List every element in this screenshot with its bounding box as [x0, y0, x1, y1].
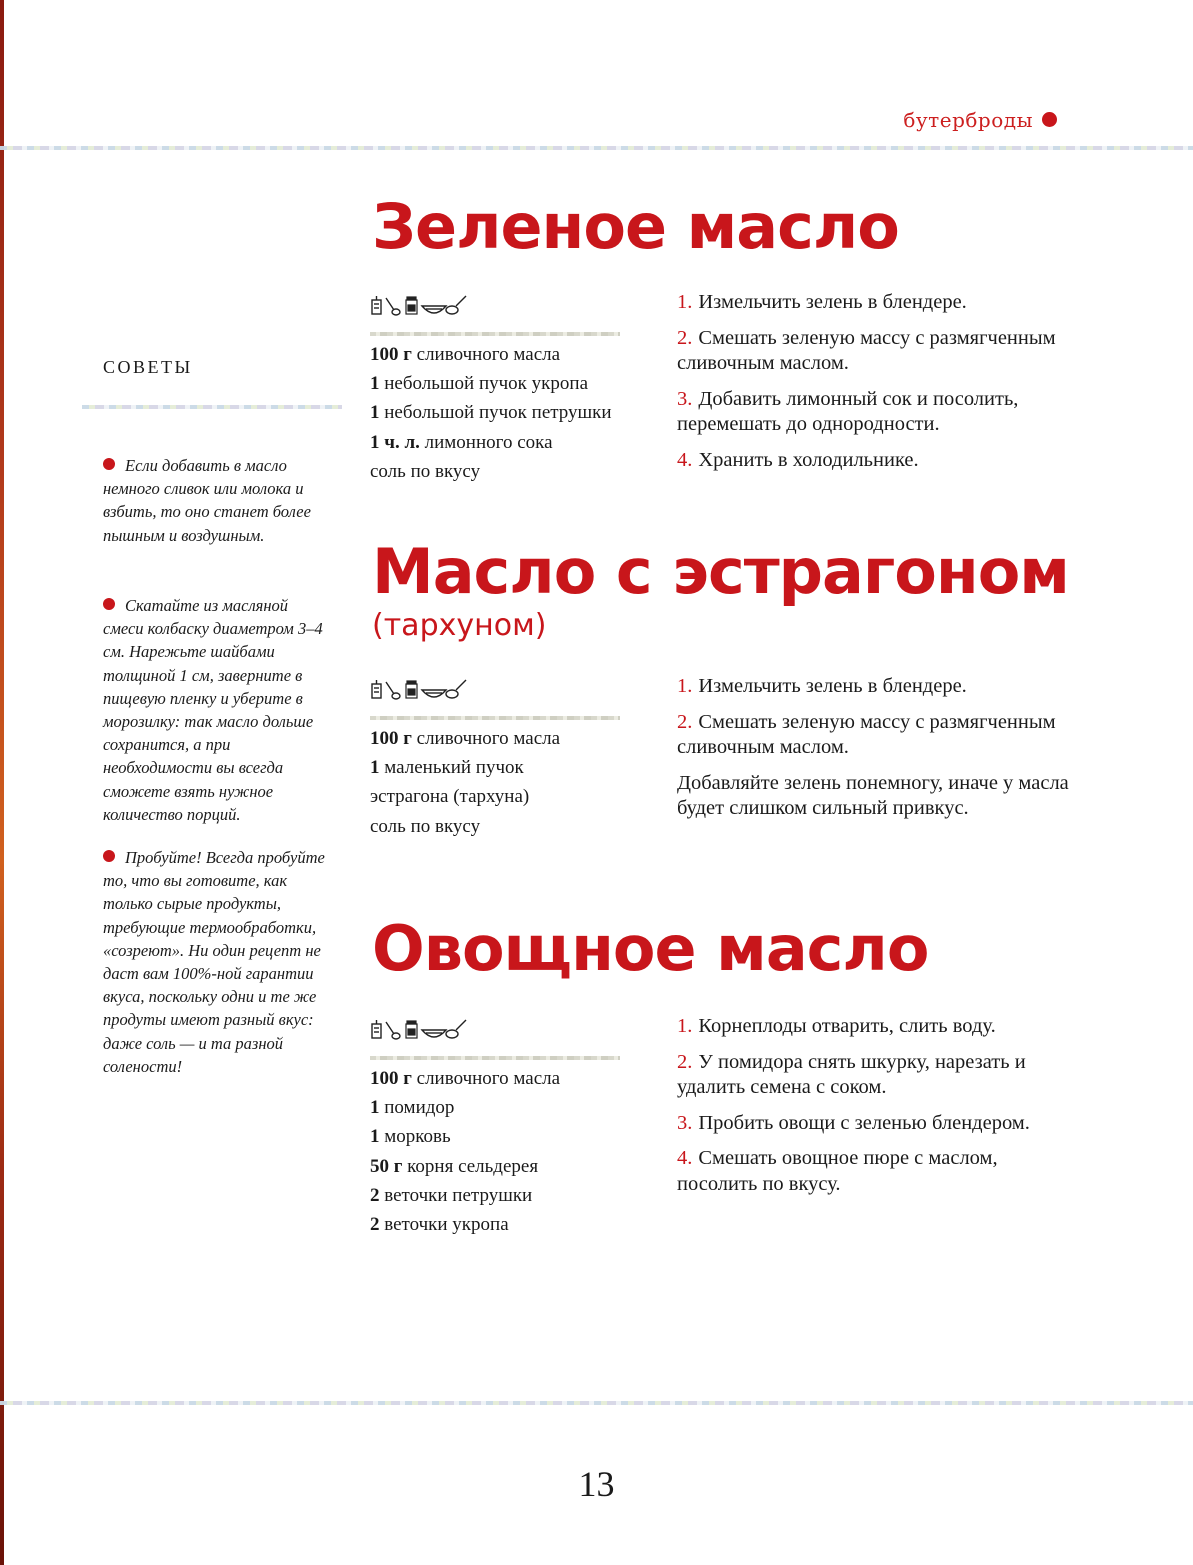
ingredients-divider	[370, 716, 620, 720]
recipe-title: Зеленое масло	[372, 190, 899, 263]
ingredient-item: эстрагона (тархуна)	[370, 786, 530, 808]
peeler-icon	[386, 298, 400, 315]
step-item: 4. Хранить в холодильнике.	[677, 448, 919, 471]
ingredients-divider	[370, 1056, 620, 1060]
ingredient-item: соль по вкусу	[370, 815, 481, 837]
step-item: 1. Измельчить зелень в блендере.	[677, 291, 967, 313]
tips-heading: СОВЕТЫ	[103, 357, 193, 377]
ingredient-list	[370, 340, 612, 486]
whisk-icon	[446, 296, 466, 314]
steps-list	[677, 1014, 1072, 1207]
utensil-icons	[370, 678, 490, 706]
ingredient-item: соль по вкусу	[370, 460, 481, 482]
whisk-icon	[446, 1020, 466, 1038]
tips-divider	[82, 405, 342, 409]
bottom-divider	[0, 1401, 1193, 1405]
bowl-icon	[422, 1030, 446, 1037]
ingredient-item: 1 небольшой пучок петрушки	[370, 402, 612, 424]
recipe-note: Добавляйте зелень понемногу, иначе у масла будет слишком сильный привкус.	[677, 771, 1069, 819]
ingredient-list	[370, 1064, 560, 1239]
peeler-icon	[386, 682, 400, 699]
grater-icon	[372, 296, 381, 314]
section-dot	[1042, 112, 1057, 127]
recipe-title: Масло с эстрагоном	[372, 535, 1069, 608]
utensil-icons	[370, 1018, 490, 1046]
page-edge-strip	[0, 0, 4, 1565]
step-item: 1. Корнеплоды отварить, слить воду.	[677, 1015, 996, 1037]
ingredient-item: 1 помидор	[370, 1097, 455, 1119]
step-item: 4. Смешать овощное пюре с маслом, посолить по вкусу.	[677, 1147, 998, 1195]
ingredient-list	[370, 724, 560, 841]
whisk-icon	[446, 680, 466, 698]
step-item: 2. Смешать зеленую массу с размягченным сливочным маслом.	[677, 326, 1056, 374]
jar-icon	[406, 297, 417, 314]
step-item: 3. Добавить лимонный сок и посолить, перемешать до однородности.	[677, 387, 1019, 435]
ingredient-item: 1 маленький пучок	[370, 757, 524, 779]
ingredient-item: 1 морковь	[370, 1126, 451, 1148]
bullet-icon	[103, 850, 115, 862]
top-divider	[0, 146, 1193, 150]
peeler-icon	[386, 1022, 400, 1039]
ingredient-item: 100 г сливочного масла	[370, 344, 561, 365]
ingredient-item: 1 ч. л. лимонного сока	[370, 431, 553, 453]
ingredients-divider	[370, 332, 620, 336]
utensil-icons	[370, 294, 490, 322]
step-item: 2. Смешать зеленую массу с размягченным сливочным маслом.	[677, 710, 1056, 758]
ingredient-item: 1 небольшой пучок укропа	[370, 373, 588, 395]
bullet-icon	[103, 458, 115, 470]
bowl-icon	[422, 306, 446, 313]
steps-list	[677, 674, 1072, 832]
bullet-icon	[103, 598, 115, 610]
recipe-title: Овощное масло	[372, 912, 929, 985]
jar-icon	[406, 1021, 417, 1038]
tip-item: Если добавить в масло немного сливок или молока и взбить, то оно станет более пышным и воздушным.	[103, 456, 311, 545]
grater-icon	[372, 680, 381, 698]
recipe-subtitle: (тархуном)	[372, 608, 547, 643]
tip-item: Скатайте из масляной смеси колбаску диаметром 3–4 см. Нарежьте шайбами толщиной 1 см, заверните в пищевую пленку и уберите в морозилку: так масло дольше сохранится, а при необходимости вы всегда сможете взять нужное количество порций.	[103, 596, 323, 824]
ingredient-item: 2 веточки укропа	[370, 1214, 509, 1236]
step-item: 1. Измельчить зелень в блендере.	[677, 675, 967, 697]
ingredient-item: 100 г сливочного масла	[370, 1068, 561, 1089]
step-item: 2. У помидора снять шкурку, нарезать и удалить семена с соком.	[677, 1050, 1026, 1098]
bowl-icon	[422, 690, 446, 697]
jar-icon	[406, 681, 417, 698]
ingredient-item: 100 г сливочного масла	[370, 728, 561, 749]
ingredient-item: 50 г корня сельдерея	[370, 1155, 539, 1177]
step-item: 3. Пробить овощи с зеленью блендером.	[677, 1111, 1030, 1134]
grater-icon	[372, 1020, 381, 1038]
tip-item: Пробуйте! Всегда пробуйте то, что вы готовите, как только сырые продукты, требующие термообработки, «созреют». Ни один рецепт не даст вам 100%-ной гарантии вкуса, поскольку одни и те же продуты имеют разный вкус: даже соль — и та разной солености!	[103, 848, 325, 1076]
section-label: бутерброды	[903, 108, 1033, 132]
ingredient-item: 2 веточки петрушки	[370, 1184, 533, 1206]
steps-list	[677, 290, 1072, 483]
page-number: 13	[578, 1464, 615, 1504]
